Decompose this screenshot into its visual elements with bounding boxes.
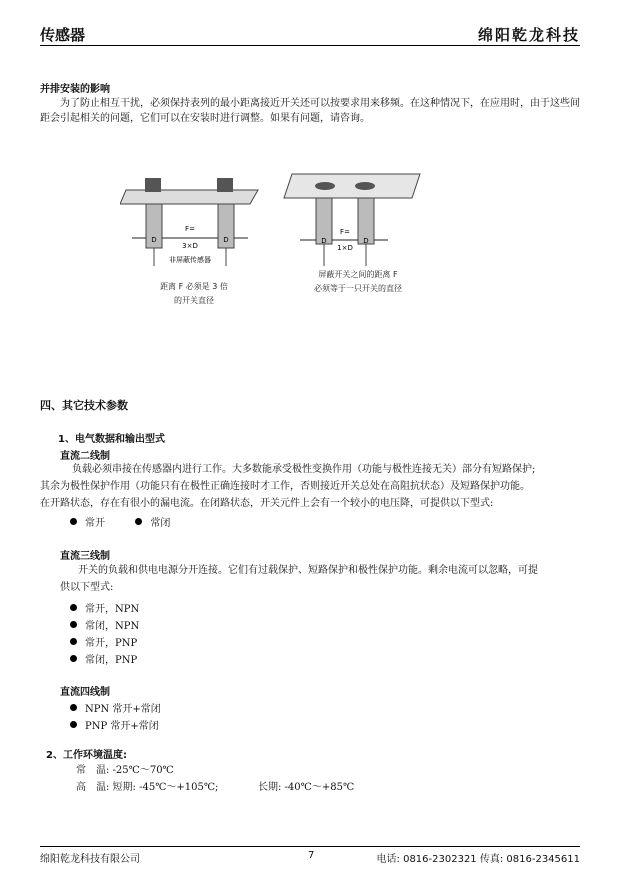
- bullet-icon: [70, 704, 77, 711]
- side-install-title: 并排安装的影响: [40, 84, 110, 95]
- header-company: 绵阳乾龙科技: [477, 26, 580, 44]
- section-4-title: 四、其它技术参数: [40, 399, 128, 412]
- left-sensor-head-2: [217, 178, 233, 192]
- temp-normal: 常 温: -25℃～70℃: [76, 765, 174, 776]
- dc3-option-1: 常开，NPN: [85, 604, 140, 615]
- sub1-title: 1、电气数据和输出型式: [58, 434, 165, 445]
- right-sensor-face-1: [315, 182, 335, 190]
- dc3-option-row-4: [70, 651, 137, 666]
- right-plate: [284, 174, 420, 198]
- left-sensor-head-1: [145, 178, 161, 192]
- dc3-option-4: 常闭，PNP: [85, 655, 138, 666]
- page-number: 7: [308, 850, 315, 861]
- dc3-option-row-3: [70, 634, 137, 649]
- dc2-line-3: 在开路状态，存在有很小的漏电流。在闭路状态，开关元件上会有一个较小的电压降，可提供以下型式:: [40, 498, 494, 509]
- dc3-option-row-1: [70, 600, 139, 615]
- left-spacing-label-top: F=: [185, 225, 195, 233]
- left-d-label-2: D: [223, 236, 229, 244]
- bullet-icon: [70, 655, 77, 662]
- dc3-title: 直流三线制: [60, 551, 110, 562]
- right-spacing-label-bottom: 1×D: [337, 244, 353, 252]
- left-caption-line-1: 距离 F 必须是 3 倍: [160, 282, 228, 291]
- left-d-label-1: D: [151, 236, 157, 244]
- dc2-line-1: 负载必须串接在传感器内进行工作。大多数能承受极性变换作用（功能与极性连接无关）部分有短路保护;: [72, 464, 536, 475]
- page-header: [40, 24, 580, 46]
- dc4-option-2: PNP 常开+常闭: [85, 721, 159, 732]
- temp-high-long: 长期: -40℃～+85℃: [258, 782, 355, 793]
- dc4-option-1: NPN 常开+常闭: [85, 704, 161, 715]
- dc4-option-row-1: [70, 700, 161, 715]
- dc2-options: [70, 514, 170, 529]
- bullet-icon: [70, 638, 77, 645]
- side-install-paragraph: 为了防止相互干扰，必须保持表列的最小距离接近开关还可以按要求用来移频。在这种情况下，在应用时，由于这些间距会引起相关的问题，它们可以在安装时进行调整。如果有问题，请咨询。: [40, 98, 580, 124]
- bullet-icon: [70, 621, 77, 628]
- left-spacing-label-bottom: 3×D: [182, 242, 198, 250]
- bullet-icon: [70, 721, 77, 728]
- temp-high-short: 高 温: 短期: -45℃～+105℃;: [76, 782, 219, 793]
- left-caption: [134, 280, 254, 308]
- footer-contact: 电话: 0816-2302321 传真: 0816-2345611: [376, 854, 580, 865]
- dc3-line-2: 供以下型式:: [60, 582, 114, 593]
- left-plate: [120, 190, 258, 204]
- right-sensor-face-2: [355, 182, 375, 190]
- bullet-icon: [70, 604, 77, 611]
- dc3-option-row-2: [70, 617, 139, 632]
- dc3-line-1: 开关的负载和供电电源分开连接。它们有过载保护、短路保护和极性保护功能。剩余电流可以忽略，可提: [78, 565, 538, 576]
- dc2-option-1: 常开: [85, 518, 105, 529]
- dc2-title: 直流二线制: [60, 451, 110, 462]
- dc4-option-row-2: [70, 717, 159, 732]
- bullet-icon: [70, 518, 77, 525]
- right-caption: [288, 268, 428, 296]
- right-spacing-label-top: F=: [340, 228, 350, 236]
- page-footer: [40, 846, 580, 866]
- header-title: 传感器: [40, 26, 86, 44]
- right-d-label-1: D: [321, 237, 327, 245]
- installation-figure: [120, 168, 430, 318]
- sub2-title: 2、工作环境温度:: [46, 750, 127, 761]
- footer-company: 绵阳乾龙科技有限公司: [40, 854, 140, 865]
- left-caption-line-2: 的开关直径: [174, 296, 214, 305]
- left-sensor-type-label: 非屏蔽传感器: [169, 256, 211, 264]
- dc3-option-2: 常闭，NPN: [85, 621, 140, 632]
- right-caption-line-1: 屏蔽开关之间的距离 F: [318, 270, 398, 279]
- dc4-title: 直流四线制: [60, 687, 110, 698]
- right-caption-line-2: 必须等于一只开关的直径: [314, 284, 402, 293]
- right-d-label-2: D: [363, 237, 369, 245]
- bullet-icon: [135, 518, 142, 525]
- dc2-line-2: 其余为极性保护作用（功能只有在极性正确连接时才工作，否则接近开关总处在高阻抗状态）及短路保护功能。: [40, 481, 530, 492]
- dc3-option-3: 常开，PNP: [85, 638, 138, 649]
- dc2-option-2: 常闭: [150, 518, 171, 529]
